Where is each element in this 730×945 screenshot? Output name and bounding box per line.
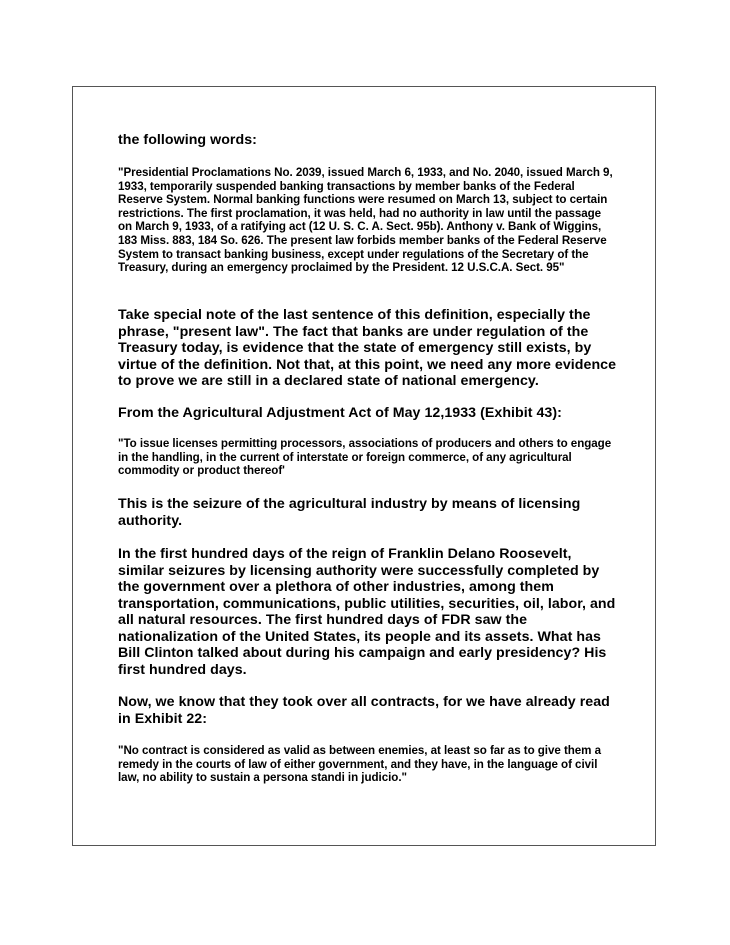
special-note-paragraph: Take special note of the last sentence of this definition, especially the phrase, "present law". The fact that banks are under regulation of the Treasury today, is evidence that the state of emergency still exists, by virtue of the definition. Not that, at this point, we need any more evidence to prove we are still in a declared state of national emergency. xyxy=(118,307,617,389)
contracts-paragraph: Now, we know that they took over all contracts, for we have already read in Exhibit 22: xyxy=(118,694,610,727)
proclamations-quote: "Presidential Proclamations No. 2039, issued March 6, 1933, and No. 2040, issued March 9, 1933, temporarily suspended banking transactions by member banks of the Federal Reserve System. Normal banking functions were resumed on March 13, subject to certain restrictions. The first proclamation, it was held, had no authority in law until the passage on March 9, 1933, of a ratifying act (12 U. S. C. A. Sect. 95b). Anthony v. Bank of Wiggins, 183 Miss. 883, 184 So. 626. The present law forbids member banks of the Federal Reserve System to transact banking business, except under regulations of the Secretary of the Treasury, during an emergency proclaimed by the President. 12 U.S.C.A. Sect. 95" xyxy=(118,166,613,275)
seizure-paragraph: This is the seizure of the agricultural industry by means of licensing authority. xyxy=(118,496,581,529)
hundred-days-paragraph: In the first hundred days of the reign of Franklin Delano Roosevelt, similar seizures by licensing authority were successfully completed by the government over a plethora of other industries, among them transportation, communications, public utilities, securities, oil, labor, and all natural resources. The first hundred days of FDR saw the nationalization of the United States, its people and its assets. What has Bill Clinton talked about during his campaign and early presidency? His first hundred days. xyxy=(118,546,616,678)
aaa-heading-paragraph: From the Agricultural Adjustment Act of May 12,1933 (Exhibit 43): xyxy=(118,405,562,421)
contracts-quote: "No contract is considered as valid as between enemies, at least so far as to give them a remedy in the courts of law of either government, and they have, in the language of civil law, no ability to sustain a persona standi in judicio." xyxy=(118,744,602,785)
intro-paragraph: the following words: xyxy=(118,132,257,148)
aaa-quote: "To issue licenses permitting processors, associations of producers and others to engage in the handling, in the current of interstate or foreign commerce, of any agricultural commodity or product thereof' xyxy=(118,437,612,478)
